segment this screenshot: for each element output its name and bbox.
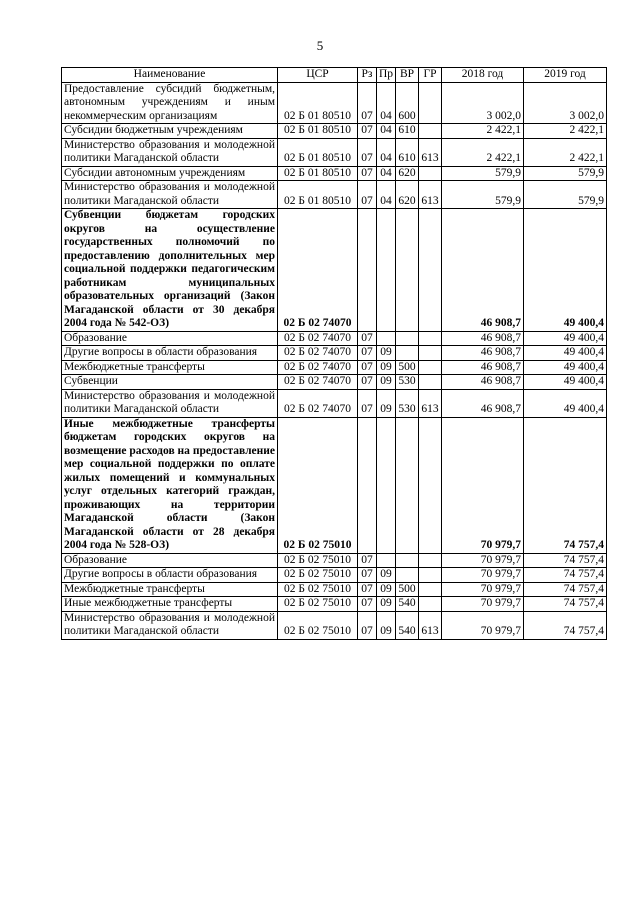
rz-cell: 07 [358, 553, 377, 568]
vr-cell [396, 568, 419, 583]
csr-cell: 02 Б 01 80510 [278, 166, 358, 181]
pr-cell: 09 [377, 389, 396, 417]
value-2019-cell: 579,9 [524, 166, 607, 181]
pr-cell [377, 331, 396, 346]
gr-cell [419, 82, 442, 124]
name-cell: Субсидии автономным учреждениям [62, 166, 278, 181]
rz-cell: 07 [358, 124, 377, 139]
value-2019-cell: 49 400,4 [524, 331, 607, 346]
table-row [62, 82, 607, 124]
value-2018-cell: 46 908,7 [442, 375, 524, 390]
value-2019-cell: 49 400,4 [524, 209, 607, 332]
rz-cell: 07 [358, 582, 377, 597]
rz-cell: 07 [358, 568, 377, 583]
csr-cell: 02 Б 02 75010 [278, 568, 358, 583]
header-pr: Пр [377, 68, 396, 83]
vr-cell [396, 553, 419, 568]
pr-cell [377, 209, 396, 332]
pr-cell: 04 [377, 138, 396, 166]
csr-cell: 02 Б 02 74070 [278, 331, 358, 346]
vr-cell [396, 346, 419, 361]
vr-cell: 500 [396, 360, 419, 375]
value-2019-cell: 74 757,4 [524, 553, 607, 568]
value-2018-cell: 70 979,7 [442, 611, 524, 639]
vr-cell: 530 [396, 375, 419, 390]
header-csr: ЦСР [278, 68, 358, 83]
pr-cell: 04 [377, 82, 396, 124]
name-cell: Министерство образования и молодежной политики Магаданской области [62, 389, 278, 417]
table-row [62, 389, 607, 417]
csr-cell: 02 Б 02 74070 [278, 346, 358, 361]
table-body [62, 82, 607, 639]
vr-cell: 600 [396, 82, 419, 124]
rz-cell: 07 [358, 360, 377, 375]
name-cell: Иные межбюджетные трансферты бюджетам городских округов на возмещение расходов на предоставление мер социальной поддержки по оплате жилых помещений и коммунальных услуг отдельных категорий граждан, проживающих на территории Магаданской области (Закон Магаданской области от 28 декабря 2004 года № 528-ОЗ) [62, 417, 278, 553]
rz-cell [358, 209, 377, 332]
csr-cell: 02 Б 01 80510 [278, 181, 358, 209]
pr-cell: 04 [377, 124, 396, 139]
gr-cell: 613 [419, 138, 442, 166]
name-cell: Иные межбюджетные трансферты [62, 597, 278, 612]
table-row [62, 375, 607, 390]
value-2019-cell: 74 757,4 [524, 417, 607, 553]
value-2018-cell: 70 979,7 [442, 568, 524, 583]
header-2019: 2019 год [524, 68, 607, 83]
table-row [62, 166, 607, 181]
header-name: Наименование [62, 68, 278, 83]
value-2019-cell: 49 400,4 [524, 389, 607, 417]
pr-cell: 04 [377, 166, 396, 181]
pr-cell [377, 417, 396, 553]
budget-table [61, 67, 607, 640]
csr-cell: 02 Б 02 74070 [278, 375, 358, 390]
csr-cell: 02 Б 02 75010 [278, 553, 358, 568]
vr-cell [396, 417, 419, 553]
table-row [62, 138, 607, 166]
gr-cell [419, 417, 442, 553]
gr-cell [419, 346, 442, 361]
value-2018-cell: 3 002,0 [442, 82, 524, 124]
header-rz: Рз [358, 68, 377, 83]
name-cell: Межбюджетные трансферты [62, 360, 278, 375]
vr-cell: 610 [396, 138, 419, 166]
gr-cell [419, 331, 442, 346]
value-2018-cell: 46 908,7 [442, 331, 524, 346]
rz-cell: 07 [358, 82, 377, 124]
value-2019-cell: 49 400,4 [524, 360, 607, 375]
name-cell: Другие вопросы в области образования [62, 346, 278, 361]
gr-cell: 613 [419, 611, 442, 639]
gr-cell: 613 [419, 181, 442, 209]
csr-cell: 02 Б 02 75010 [278, 597, 358, 612]
rz-cell: 07 [358, 331, 377, 346]
csr-cell: 02 Б 02 75010 [278, 417, 358, 553]
vr-cell: 540 [396, 611, 419, 639]
table-row [62, 331, 607, 346]
name-cell: Субвенции бюджетам городских округов на осуществление государственных полномочий по предоставлению дополнительных мер социальной поддержки педагогическим работникам муниципальных образовательных организаций (Закон Магаданской области от 30 декабря 2004 года № 542-ОЗ) [62, 209, 278, 332]
table-row [62, 209, 607, 332]
table-row [62, 582, 607, 597]
value-2019-cell: 74 757,4 [524, 597, 607, 612]
value-2018-cell: 2 422,1 [442, 138, 524, 166]
pr-cell: 04 [377, 181, 396, 209]
value-2018-cell: 70 979,7 [442, 597, 524, 612]
vr-cell [396, 209, 419, 332]
name-cell: Образование [62, 553, 278, 568]
csr-cell: 02 Б 02 74070 [278, 209, 358, 332]
value-2018-cell: 70 979,7 [442, 417, 524, 553]
value-2018-cell: 579,9 [442, 166, 524, 181]
gr-cell [419, 582, 442, 597]
vr-cell: 540 [396, 597, 419, 612]
name-cell: Межбюджетные трансферты [62, 582, 278, 597]
vr-cell: 500 [396, 582, 419, 597]
name-cell: Министерство образования и молодежной политики Магаданской области [62, 138, 278, 166]
pr-cell: 09 [377, 597, 396, 612]
header-2018: 2018 год [442, 68, 524, 83]
value-2019-cell: 74 757,4 [524, 582, 607, 597]
value-2019-cell: 579,9 [524, 181, 607, 209]
csr-cell: 02 Б 01 80510 [278, 82, 358, 124]
table-row [62, 568, 607, 583]
rz-cell: 07 [358, 181, 377, 209]
gr-cell [419, 568, 442, 583]
page-number: 5 [316, 38, 324, 53]
value-2019-cell: 2 422,1 [524, 124, 607, 139]
gr-cell [419, 375, 442, 390]
rz-cell: 07 [358, 389, 377, 417]
header-vr: ВР [396, 68, 419, 83]
gr-cell [419, 553, 442, 568]
gr-cell [419, 209, 442, 332]
header-gr: ГР [419, 68, 442, 83]
pr-cell: 09 [377, 375, 396, 390]
table-row [62, 124, 607, 139]
vr-cell: 620 [396, 166, 419, 181]
table-row [62, 553, 607, 568]
value-2018-cell: 46 908,7 [442, 346, 524, 361]
table-row [62, 417, 607, 553]
value-2018-cell: 70 979,7 [442, 553, 524, 568]
value-2019-cell: 74 757,4 [524, 611, 607, 639]
rz-cell: 07 [358, 346, 377, 361]
table-row [62, 181, 607, 209]
gr-cell [419, 124, 442, 139]
table-row [62, 346, 607, 361]
vr-cell: 620 [396, 181, 419, 209]
csr-cell: 02 Б 02 75010 [278, 611, 358, 639]
csr-cell: 02 Б 01 80510 [278, 138, 358, 166]
value-2018-cell: 579,9 [442, 181, 524, 209]
pr-cell: 09 [377, 360, 396, 375]
pr-cell [377, 553, 396, 568]
value-2018-cell: 46 908,7 [442, 360, 524, 375]
rz-cell: 07 [358, 166, 377, 181]
csr-cell: 02 Б 01 80510 [278, 124, 358, 139]
name-cell: Предоставление субсидий бюджетным, автономным учреждениям и иным некоммерческим организациям [62, 82, 278, 124]
gr-cell [419, 597, 442, 612]
value-2019-cell: 49 400,4 [524, 375, 607, 390]
value-2018-cell: 2 422,1 [442, 124, 524, 139]
name-cell: Министерство образования и молодежной политики Магаданской области [62, 181, 278, 209]
name-cell: Образование [62, 331, 278, 346]
vr-cell [396, 331, 419, 346]
name-cell: Субвенции [62, 375, 278, 390]
value-2018-cell: 46 908,7 [442, 209, 524, 332]
header-row [62, 68, 607, 83]
gr-cell: 613 [419, 389, 442, 417]
value-2018-cell: 46 908,7 [442, 389, 524, 417]
name-cell: Субсидии бюджетным учреждениям [62, 124, 278, 139]
rz-cell: 07 [358, 611, 377, 639]
rz-cell [358, 417, 377, 553]
vr-cell: 610 [396, 124, 419, 139]
table-row [62, 597, 607, 612]
pr-cell: 09 [377, 582, 396, 597]
vr-cell: 530 [396, 389, 419, 417]
value-2018-cell: 70 979,7 [442, 582, 524, 597]
name-cell: Министерство образования и молодежной политики Магаданской области [62, 611, 278, 639]
csr-cell: 02 Б 02 75010 [278, 582, 358, 597]
value-2019-cell: 49 400,4 [524, 346, 607, 361]
gr-cell [419, 166, 442, 181]
name-cell: Другие вопросы в области образования [62, 568, 278, 583]
rz-cell: 07 [358, 375, 377, 390]
rz-cell: 07 [358, 597, 377, 612]
value-2019-cell: 3 002,0 [524, 82, 607, 124]
value-2019-cell: 2 422,1 [524, 138, 607, 166]
table-row [62, 611, 607, 639]
gr-cell [419, 360, 442, 375]
pr-cell: 09 [377, 611, 396, 639]
csr-cell: 02 Б 02 74070 [278, 360, 358, 375]
csr-cell: 02 Б 02 74070 [278, 389, 358, 417]
table-row [62, 360, 607, 375]
rz-cell: 07 [358, 138, 377, 166]
pr-cell: 09 [377, 346, 396, 361]
value-2019-cell: 74 757,4 [524, 568, 607, 583]
pr-cell: 09 [377, 568, 396, 583]
